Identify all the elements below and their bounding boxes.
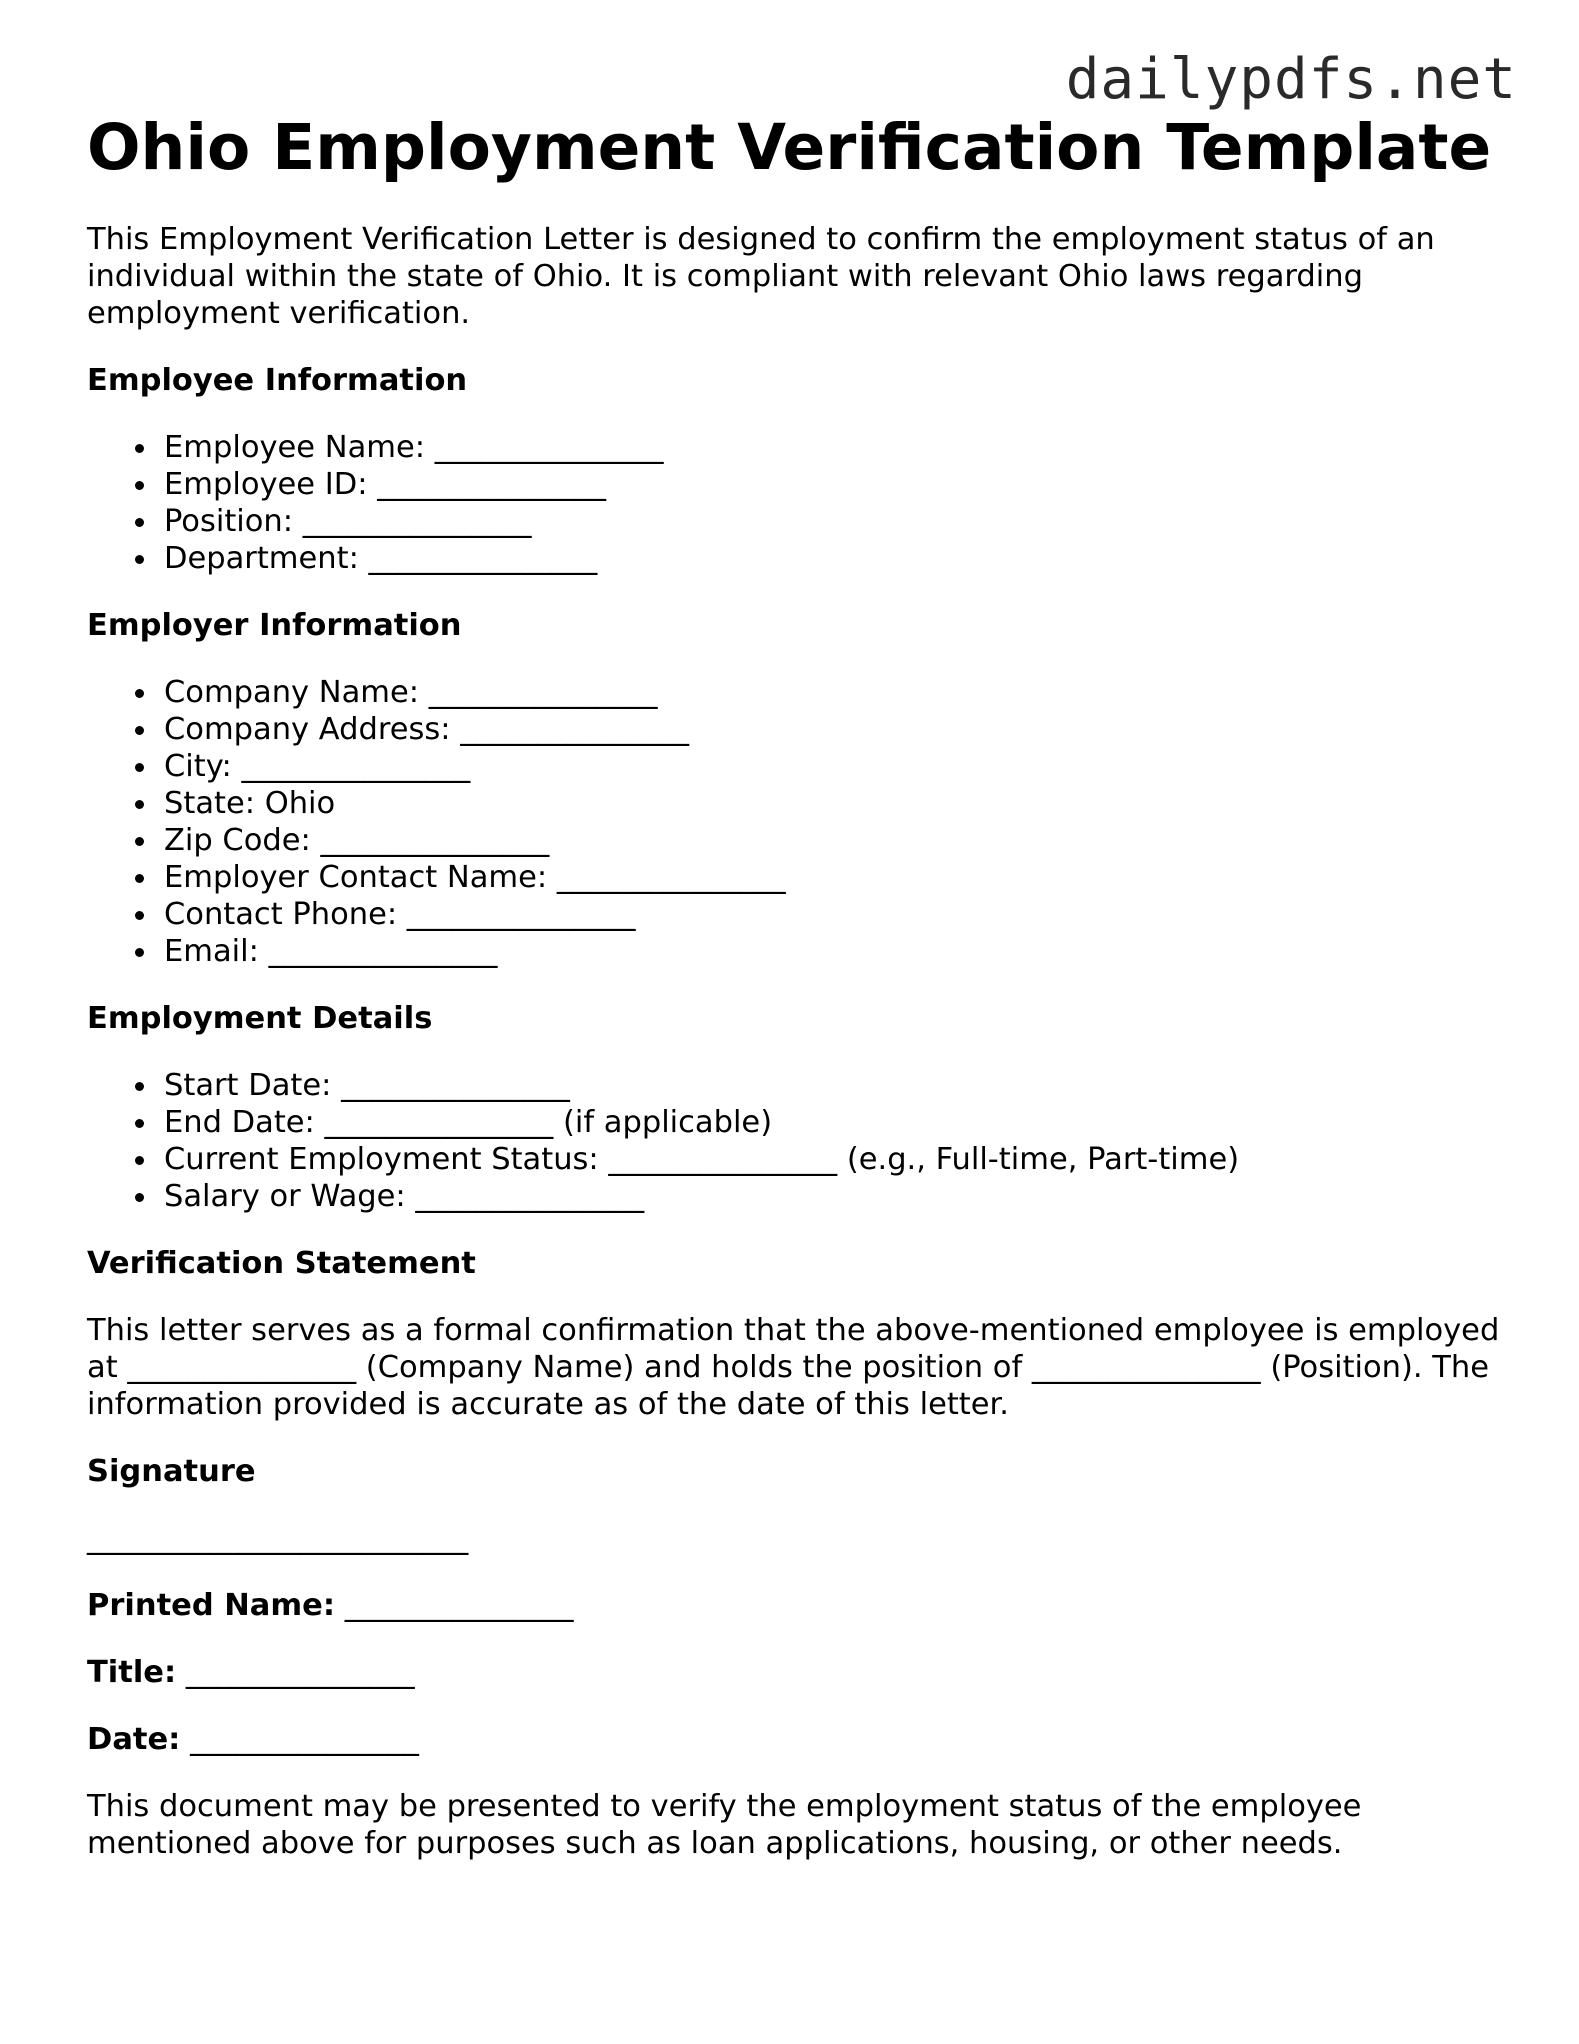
employment-status-item: Current Employment Status: _______________ (e.g., Full-time, Part-time) xyxy=(164,1141,1507,1178)
department-item: Department: _______________ xyxy=(164,540,1507,577)
date-blank: _______________ xyxy=(190,1722,419,1757)
end-date-item: End Date: _______________ (if applicable) xyxy=(164,1104,1507,1141)
company-address-item: Company Address: _______________ xyxy=(164,711,1507,748)
email-item: Email: _______________ xyxy=(164,933,1507,970)
employment-details-heading: Employment Details xyxy=(87,1001,433,1036)
zip-code-item: Zip Code: _______________ xyxy=(164,822,1507,859)
employee-name-item: Employee Name: _______________ xyxy=(164,429,1507,466)
watermark-text: dailypdfs.net xyxy=(1065,47,1517,112)
employee-info-list xyxy=(87,429,1507,577)
employer-info-heading: Employer Information xyxy=(87,608,462,643)
title-label: Title: xyxy=(87,1655,177,1690)
employer-contact-name-item: Employer Contact Name: _______________ xyxy=(164,859,1507,896)
closing-paragraph: This document may be presented to verify the employment status of the employee mentioned above for purposes such as loan applications, housing, or other needs. xyxy=(87,1789,1362,1861)
verification-heading: Verification Statement xyxy=(87,1246,476,1281)
position-item: Position: _______________ xyxy=(164,503,1507,540)
printed-name-blank: _______________ xyxy=(344,1588,574,1623)
printed-name-row xyxy=(87,1587,1507,1624)
title-blank: _______________ xyxy=(185,1655,415,1690)
employer-info-list xyxy=(87,674,1507,970)
employee-id-item: Employee ID: _______________ xyxy=(164,466,1507,503)
salary-item: Salary or Wage: _______________ xyxy=(164,1178,1507,1215)
employment-details-list xyxy=(87,1067,1507,1215)
contact-phone-item: Contact Phone: _______________ xyxy=(164,896,1507,933)
printed-name-label: Printed Name: xyxy=(87,1588,336,1623)
start-date-item: Start Date: _______________ xyxy=(164,1067,1507,1104)
date-row xyxy=(87,1721,1507,1758)
title-row xyxy=(87,1654,1507,1691)
state-item: State: Ohio xyxy=(164,785,1507,822)
employee-info-heading: Employee Information xyxy=(87,363,468,398)
document-page xyxy=(87,112,1507,1862)
signature-heading: Signature xyxy=(87,1454,256,1489)
page-title: Ohio Employment Verification Template xyxy=(87,111,1492,184)
signature-line: _________________________ xyxy=(87,1521,469,1556)
intro-paragraph: This Employment Verification Letter is designed to confirm the employment status of an individual within the state of Ohio. It is compliant with relevant Ohio laws regarding employment verification. xyxy=(87,222,1435,331)
date-label: Date: xyxy=(87,1722,181,1757)
city-item: City: _______________ xyxy=(164,748,1507,785)
verification-paragraph: This letter serves as a formal confirmation that the above-mentioned employee is employed at _______________ (Company Name) and holds the position of _______________ (Position). The information provided is accurate as of the date of this letter. xyxy=(87,1313,1500,1422)
company-name-item: Company Name: _______________ xyxy=(164,674,1507,711)
